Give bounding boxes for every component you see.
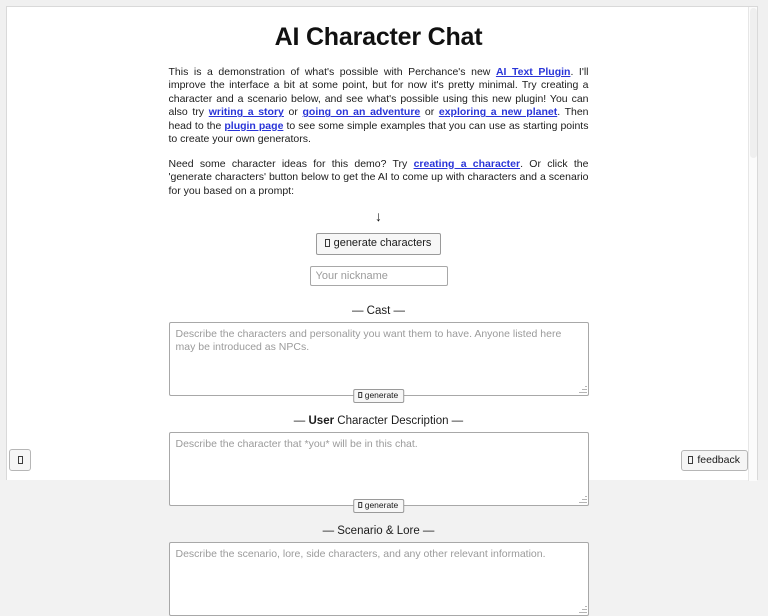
intro-text-1c: or bbox=[283, 106, 303, 119]
heading-suffix: — bbox=[390, 304, 406, 317]
centered-column bbox=[169, 23, 589, 616]
intro-text-1e: . Then head to the bbox=[168, 106, 589, 132]
down-arrow-icon: ↓ bbox=[375, 207, 382, 224]
heading-prefix: — bbox=[322, 524, 338, 537]
scenario-textarea[interactable] bbox=[169, 542, 589, 616]
intro-text-1f: to see some simple examples that you can use as starting points to create your own generators. bbox=[168, 119, 589, 146]
tofu-icon bbox=[18, 456, 23, 464]
intro-text-1b: . I'll improve the interface a bit at some point, but for now it's pretty minimal. Try creating a character and a scenario below, and see what's possible using this new plugin! You can also try bbox=[168, 66, 589, 119]
heading-text: Character Description bbox=[334, 414, 449, 427]
theme-toggle-button[interactable] bbox=[9, 449, 31, 471]
feedback-button[interactable] bbox=[681, 450, 748, 471]
scenario-field-wrap bbox=[169, 542, 589, 616]
cast-field-wrap bbox=[169, 322, 589, 400]
tofu-icon bbox=[358, 392, 362, 398]
vertical-scrollbar[interactable] bbox=[748, 7, 757, 481]
content-column bbox=[7, 7, 750, 537]
heading-suffix: — bbox=[419, 524, 435, 537]
cast-generate-label: generate bbox=[364, 389, 399, 400]
intro-text-2a: Need some character ideas for this demo? Try bbox=[168, 157, 414, 170]
section-cast bbox=[169, 304, 589, 400]
cast-textarea[interactable] bbox=[169, 322, 589, 396]
writing-a-story-link[interactable]: writing a story bbox=[208, 106, 284, 119]
heading-bold: User bbox=[308, 414, 335, 427]
plugin-page-link[interactable]: plugin page bbox=[224, 119, 284, 132]
intro-text-1a: This is a demonstration of what's possible with Perchance's new bbox=[168, 66, 496, 78]
generate-characters-label: generate characters bbox=[333, 236, 432, 249]
page-card bbox=[6, 6, 758, 537]
heading-prefix: — bbox=[351, 304, 367, 317]
user-desc-field-wrap bbox=[169, 432, 589, 510]
user-description-generate-label: generate bbox=[364, 499, 399, 510]
user-description-generate-button[interactable] bbox=[353, 499, 405, 513]
section-scenario-lore bbox=[169, 525, 589, 616]
section-user-description-heading bbox=[169, 415, 589, 427]
tofu-icon bbox=[688, 456, 693, 464]
heading-text: Cast bbox=[366, 304, 391, 317]
cast-generate-button[interactable] bbox=[353, 389, 405, 403]
creating-a-character-link[interactable]: creating a character bbox=[413, 157, 521, 170]
generate-characters-button[interactable] bbox=[316, 233, 442, 255]
nickname-input[interactable] bbox=[310, 266, 448, 286]
page-title: AI Character Chat bbox=[274, 23, 483, 51]
exploring-a-new-planet-link[interactable]: exploring a new planet bbox=[438, 106, 558, 119]
tofu-icon bbox=[325, 239, 330, 247]
user-desc-generate-wrap bbox=[353, 496, 405, 513]
intro-paragraph-1 bbox=[169, 66, 589, 147]
tofu-icon bbox=[358, 502, 362, 508]
heading-prefix: — bbox=[293, 414, 309, 427]
section-cast-heading bbox=[169, 305, 589, 317]
intro-paragraph-2 bbox=[169, 158, 589, 198]
section-user-description bbox=[169, 414, 589, 510]
ai-text-plugin-link[interactable]: AI Text Plugin bbox=[495, 66, 571, 78]
intro-text-2b: . Or click the 'generate characters' button below to get the AI to come up with characters and a scenario for you based on a prompt: bbox=[168, 157, 589, 197]
going-on-an-adventure-link[interactable]: going on an adventure bbox=[302, 106, 421, 119]
generate-characters-row bbox=[169, 233, 589, 255]
heading-text: Scenario & Lore bbox=[337, 524, 420, 537]
cast-generate-wrap bbox=[353, 386, 405, 403]
scrollbar-thumb[interactable] bbox=[750, 8, 757, 158]
intro-text-1d: or bbox=[420, 106, 439, 119]
heading-suffix: — bbox=[448, 414, 464, 427]
user-description-textarea[interactable] bbox=[169, 432, 589, 506]
feedback-label: feedback bbox=[697, 454, 740, 466]
section-scenario-lore-heading bbox=[169, 525, 589, 537]
